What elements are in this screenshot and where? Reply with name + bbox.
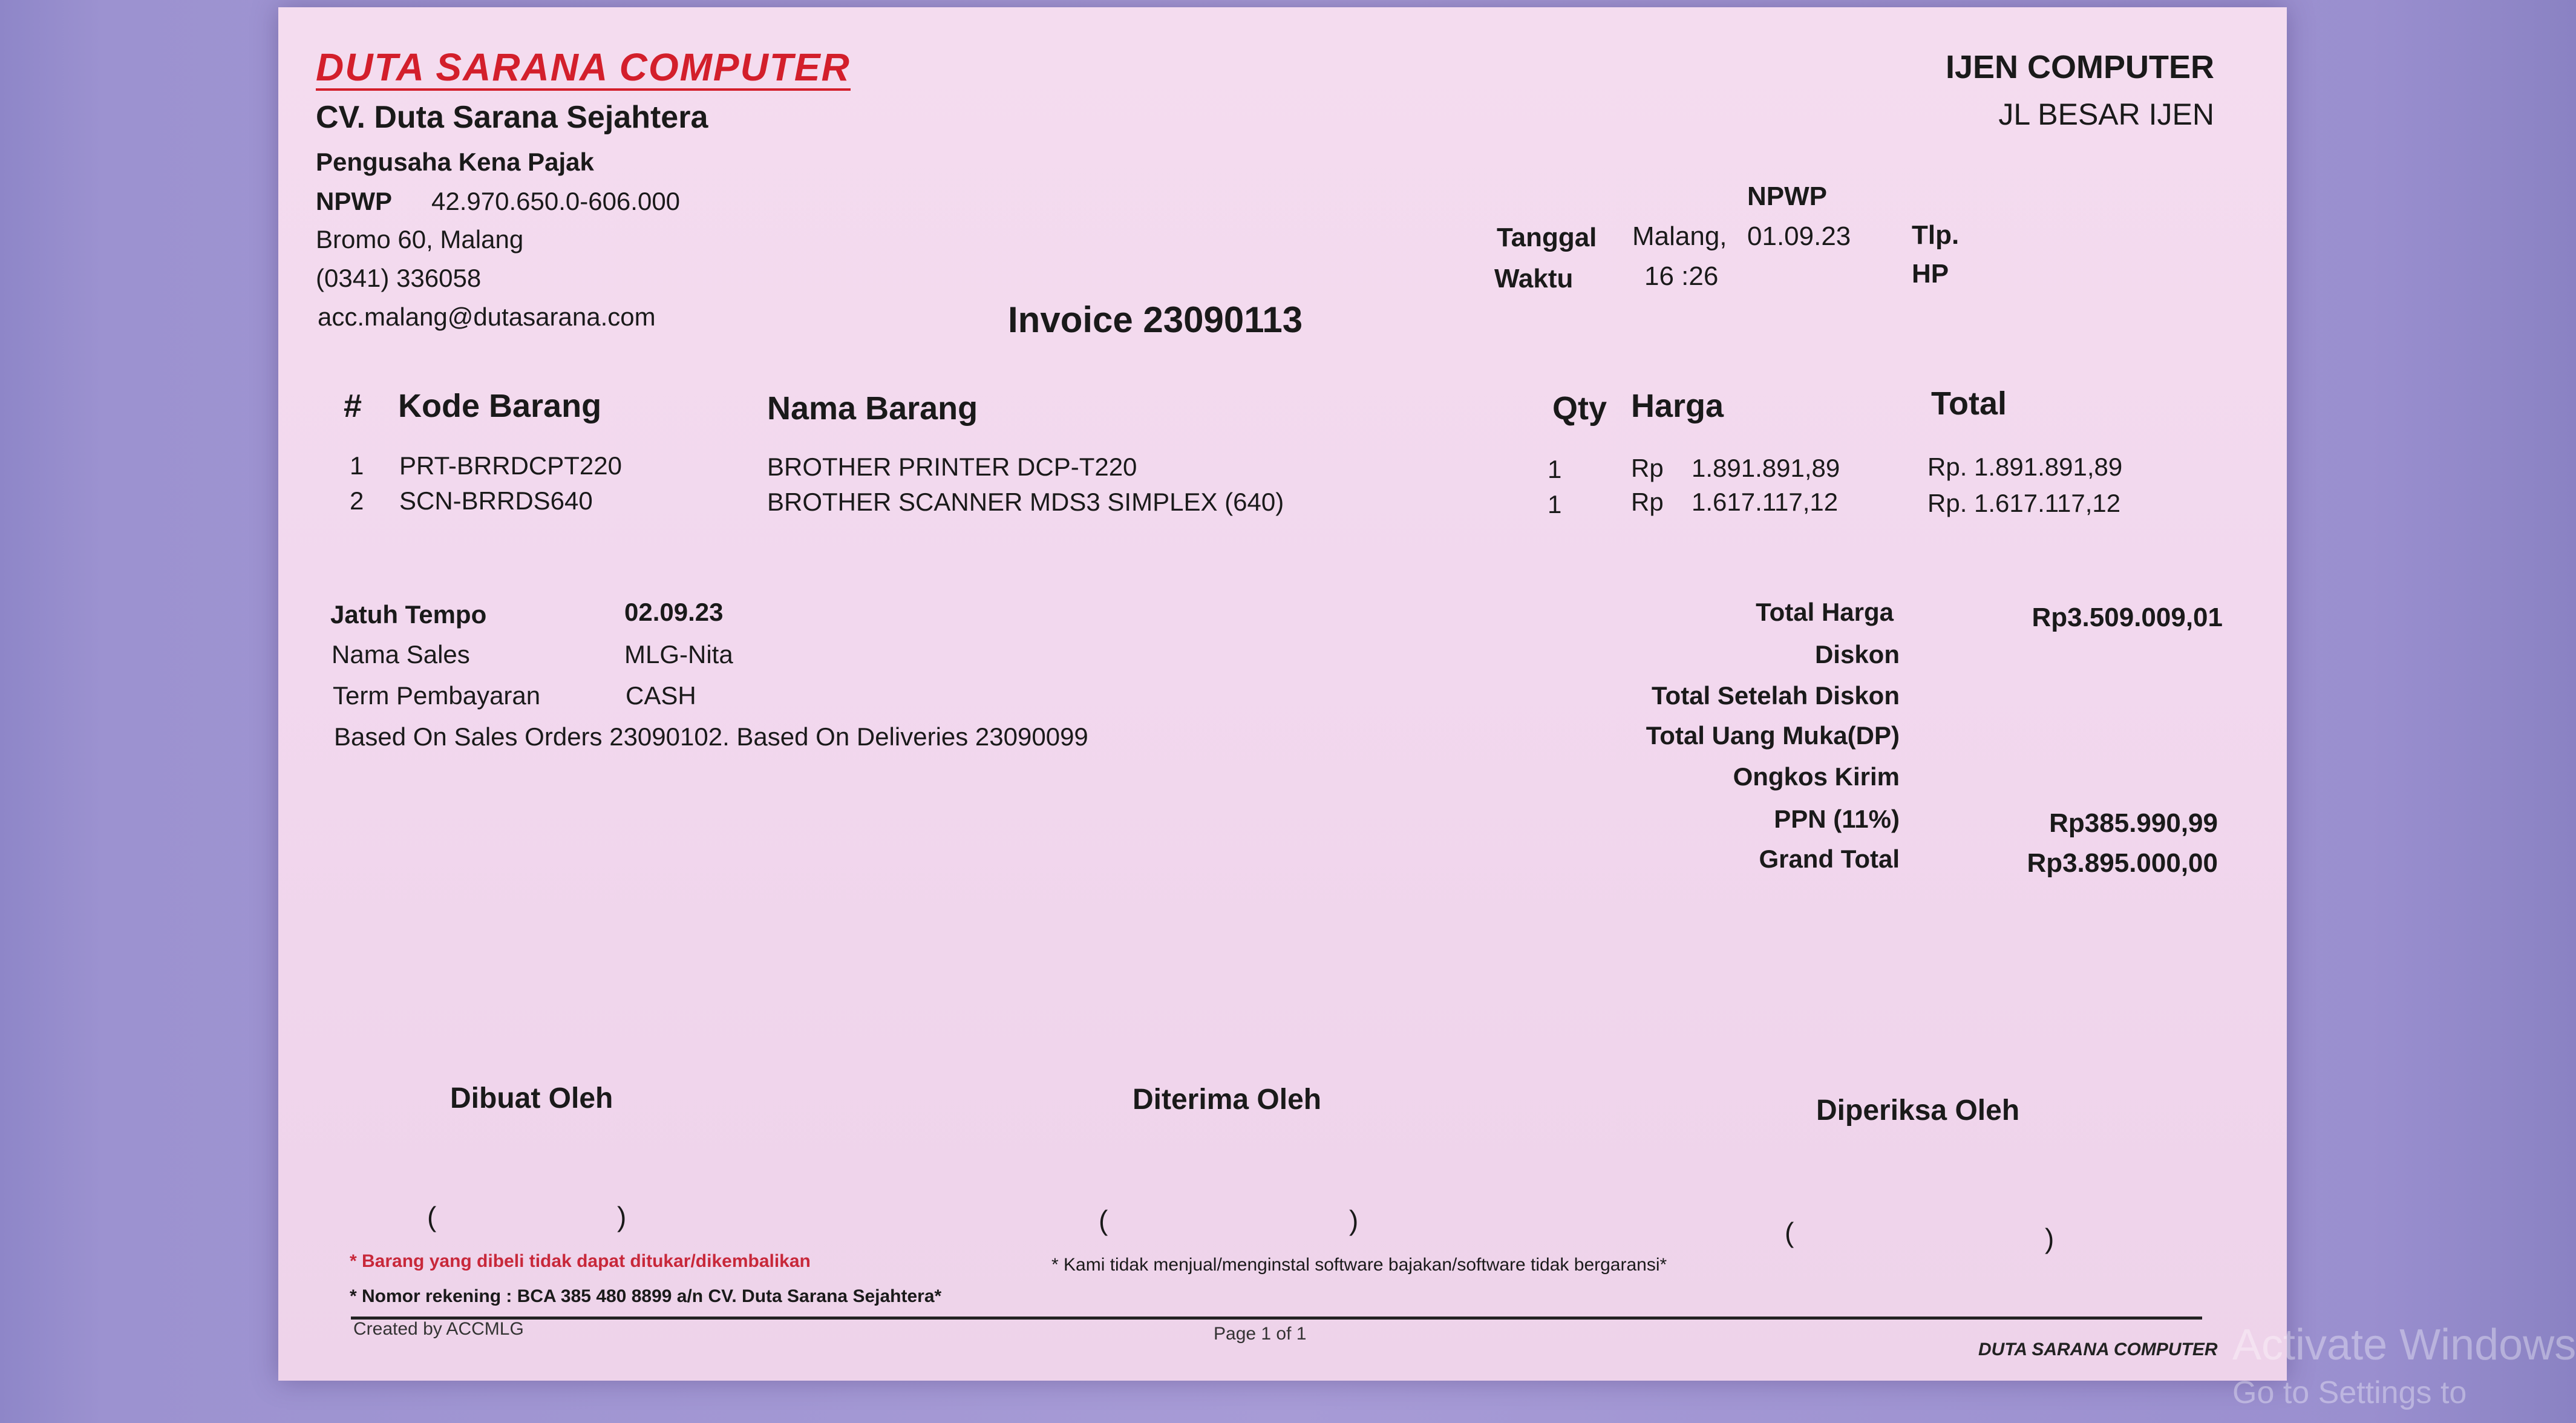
tanggal-label: Tanggal: [1497, 223, 1597, 252]
signature-diterima-open: (: [1099, 1205, 1108, 1236]
footer-created-by: Created by ACCMLG: [353, 1319, 524, 1339]
grand-total-value: Rp3.895.000,00: [2027, 848, 2218, 878]
footer-divider: [351, 1317, 2202, 1320]
row2-kode: SCN-BRRDS640: [399, 486, 593, 515]
row2-qty: 1: [1548, 490, 1562, 518]
company-name: CV. Duta Sarana Sejahtera: [316, 100, 708, 135]
diskon-label: Diskon: [1814, 640, 1900, 669]
company-phone: (0341) 336058: [316, 264, 482, 292]
sales-value: MLG-Nita: [624, 640, 733, 669]
based-on-note: Based On Sales Orders 23090102. Based On Deliveries 23090099: [334, 722, 1088, 751]
footer-page-number: Page 1 of 1: [1214, 1324, 1307, 1344]
npwp-value: 42.970.650.0-606.000: [431, 187, 681, 215]
signature-diperiksa-label: Diperiksa Oleh: [1816, 1094, 2020, 1127]
customer-name: IJEN COMPUTER: [1945, 49, 2214, 85]
brand-logo: DUTA SARANA COMPUTER: [316, 46, 851, 91]
row2-harga: 1.617.117,12: [1692, 488, 1839, 516]
invoice-paper: [278, 7, 2287, 1381]
uang-muka-label: Total Uang Muka(DP): [1646, 721, 1900, 750]
signature-dibuat-label: Dibuat Oleh: [450, 1082, 613, 1114]
activation-watermark-title: Activate Windows: [2232, 1321, 2576, 1369]
col-header-nama: Nama Barang: [767, 390, 978, 427]
ongkos-kirim-label: Ongkos Kirim: [1733, 762, 1900, 791]
signature-diperiksa-close: ): [2045, 1223, 2055, 1254]
activation-watermark-subtitle: Go to Settings to: [2232, 1375, 2467, 1410]
row1-qty: 1: [1548, 455, 1562, 483]
term-value: CASH: [626, 681, 696, 710]
jatuh-tempo-label: Jatuh Tempo: [330, 600, 487, 629]
sales-label: Nama Sales: [332, 640, 470, 669]
row1-total: Rp. 1.891.891,89: [1927, 453, 2123, 481]
total-harga-label: Total Harga: [1756, 598, 1894, 626]
row1-kode: PRT-BRRDCPT220: [399, 451, 622, 480]
row1-nama: BROTHER PRINTER DCP-T220: [767, 453, 1137, 481]
term-label: Term Pembayaran: [333, 681, 541, 710]
company-address: Bromo 60, Malang: [316, 225, 524, 254]
company-email: acc.malang@dutasarana.com: [318, 303, 656, 331]
note-no-return: * Barang yang dibeli tidak dapat ditukar/dikembalikan: [350, 1251, 811, 1271]
signature-diperiksa-open: (: [1785, 1217, 1794, 1248]
ppn-value: Rp385.990,99: [2049, 808, 2218, 838]
setelah-diskon-label: Total Setelah Diskon: [1652, 681, 1900, 710]
col-header-total: Total: [1931, 385, 2007, 422]
col-header-kode: Kode Barang: [398, 388, 602, 424]
signature-dibuat-close: ): [617, 1201, 627, 1232]
row2-nama: BROTHER SCANNER MDS3 SIMPLEX (640): [767, 488, 1284, 516]
npwp-label: NPWP: [316, 187, 392, 215]
note-bank-account: * Nomor rekening : BCA 385 480 8899 a/n CV. Duta Sarana Sejahtera*: [350, 1286, 942, 1306]
signature-diterima-label: Diterima Oleh: [1133, 1084, 1322, 1116]
tanggal-value: 01.09.23: [1747, 221, 1851, 251]
customer-npwp-label: NPWP: [1747, 182, 1827, 211]
jatuh-tempo-value: 02.09.23: [624, 598, 724, 626]
signature-dibuat-open: (: [427, 1201, 437, 1232]
tlp-label: Tlp.: [1912, 220, 1960, 250]
waktu-value: 16 :26: [1644, 261, 1719, 291]
note-no-pirated-software: * Kami tidak menjual/menginstal software bajakan/software tidak bergaransi*: [1051, 1255, 1667, 1275]
row1-rp: Rp: [1631, 454, 1664, 482]
row2-total: Rp. 1.617.117,12: [1927, 489, 2121, 517]
hp-label: HP: [1912, 259, 1949, 289]
pkp-label: Pengusaha Kena Pajak: [316, 148, 594, 176]
total-harga-value: Rp3.509.009,01: [2032, 603, 2223, 632]
waktu-label: Waktu: [1494, 264, 1574, 293]
row1-harga: 1.891.891,89: [1692, 454, 1840, 482]
footer-brand-logo: DUTA SARANA COMPUTER: [1978, 1340, 2218, 1359]
row2-no: 2: [350, 486, 364, 515]
col-header-qty: Qty: [1552, 390, 1607, 427]
grand-total-label: Grand Total: [1759, 845, 1900, 873]
ppn-label: PPN (11%): [1774, 805, 1900, 833]
customer-address: JL BESAR IJEN: [1998, 97, 2214, 131]
col-header-no: #: [344, 388, 362, 424]
col-header-harga: Harga: [1631, 388, 1724, 424]
invoice-title: Invoice 23090113: [1008, 299, 1303, 340]
row2-rp: Rp: [1631, 488, 1664, 516]
signature-diterima-close: ): [1349, 1205, 1359, 1236]
tanggal-city: Malang,: [1632, 221, 1727, 251]
row1-no: 1: [350, 451, 364, 480]
